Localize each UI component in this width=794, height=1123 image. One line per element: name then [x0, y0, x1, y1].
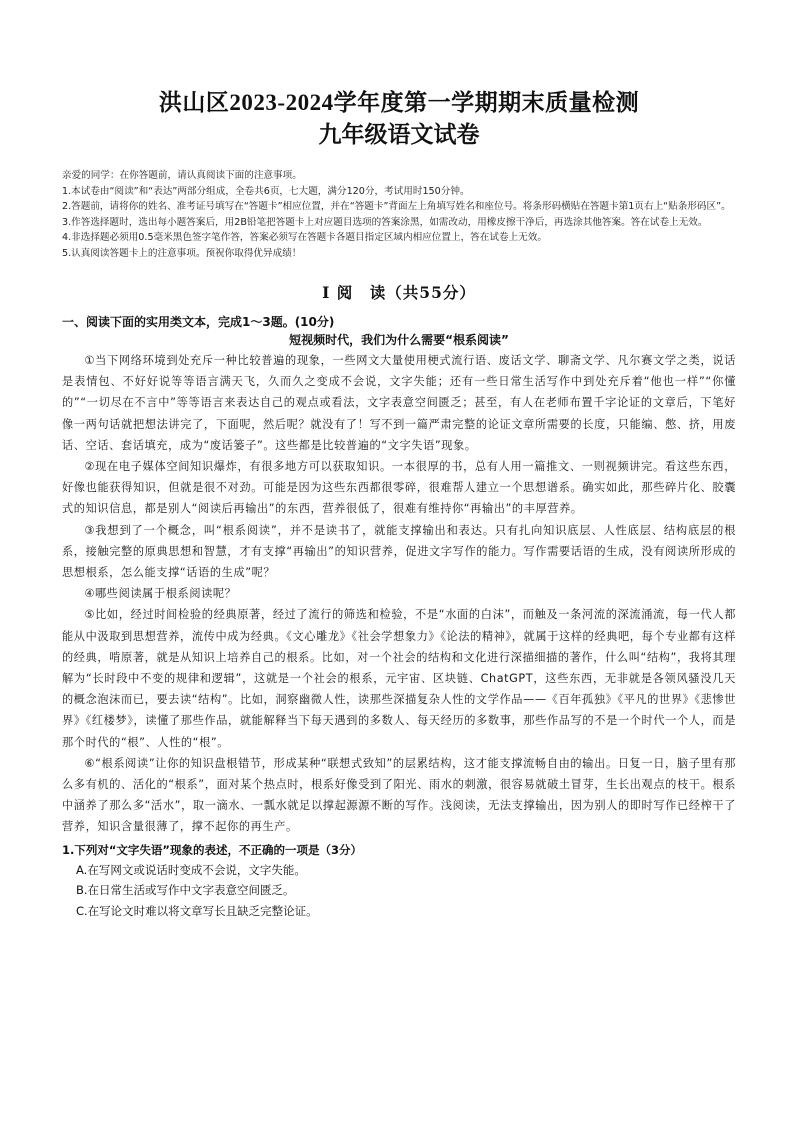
article-title: 短视频时代，我们为什么需要“根系阅读”: [289, 333, 509, 347]
article-paragraph: ④哪些阅读属于根系阅读呢？: [84, 587, 237, 601]
question-option: B.在日常生活或写作中文字表意空间匮乏。: [76, 883, 295, 898]
question-option: A.在写网文或说话时变成不会说，文字失能。: [76, 862, 306, 877]
exam-title: 洪山区2023-2024学年度第一学期期末质量检测: [158, 90, 640, 115]
exam-subtitle: 九年级语文试卷: [318, 122, 480, 147]
notice-line: 5.认真阅读答题卡上的注意事项。预祝你取得优异成绩！: [62, 247, 302, 259]
article-paragraph: ⑤比如，经过时间检验的经典原著，经过了流行的筛选和检验，不是“水面的白沫”，而触及一条河流的深流涌流，每一代人都能从中汲取到思想营养，流传中成为经典。《文心雕龙》《社会学想象力》《论法的精神》，就属于这样的经典吧，每个专业都有这样的经典，啃原著，就是从知识上培养自己的根系。比如，对一个社会的结构和文化进行深描细描的著作，什么叫“结构”，我将其理解为“长时段中不变的规律和逻辑”，这就是一个社会的根系，元宇宙、区块链、ChatGPT，这些东西，无非就是各领风骚没几天的概念泡沫而已，要去读“结构”。比如，洞察幽微人性，读那些深描复杂人性的文学作品——《百年孤独》《平凡的世界》《悲惨世界》《红楼梦》，读懂了那些作品，就能解释当下每天遇到的多数人、每天经历的多数事，那些作品写的不是一个时代一个人，而是那个时代的“根”、人性的“根”。: [62, 608, 736, 749]
article-paragraph: ③我想到了一个概念，叫“根系阅读”，并不是读书了，就能支撑输出和表达。只有扎向知识底层、人性底层、结构底层的根系，接触完整的原典思想和智慧，才有支撑“再输出”的知识营养，促进文字写作的能力。写作需要话语的生成，没有阅读所形成的思想根系，怎么能支撑“话语的生成”呢？: [62, 523, 736, 580]
article-paragraph: ⑥“根系阅读”让你的知识盘根错节，形成某种“联想式致知”的层累结构，这才能支撑流畅自由的输出。日复一日，脑子里有那么多有机的、活化的“根系”，面对某个热点时，根系好像受到了阳光、雨水的刺激，很容易就破土冒芽，生长出观点的枝干。根系中涵养了那么多“活水”，取一滴水、一瓢水就足以撑起源源不断的写作。浅阅读，无法支撑输出，因为别人的即时写作已经榨干了营养，知识含量很薄了，撑不起你的再生产。: [62, 756, 736, 834]
article-paragraph: ①当下网络环境到处充斥一种比较普遍的现象，一些网文大量使用梗式流行语、废话文学、聊斋文学、凡尔赛文学之类，说话是表情包、不好好说等等语言满天飞，久而久之变成不会说，文字失能；还有一些日常生活写作中到处充斥着“他也一样”“你懂的”“一切尽在不言中”等等语言来表达自己的观点或看法，文字表意空间匮乏；甚至，有人在老师布置千字论证的文章后，下笔好像一两句话就把想法讲完了，下面呢，然后呢？就没有了！写不到一篇严肃完整的论证文章所需要的长度，只能编、憋、挤，用废话、空话、套话填充，成为“废话篓子”。这些都是比较普遍的“文字失语”现象。: [62, 354, 736, 452]
article-body: [62, 350, 736, 838]
notice-line: 4.非选择题必须用0.5毫米黑色签字笔作答，答案必须写在答题卡各题目指定区域内相应位置上，答在试卷上无效。: [62, 232, 547, 243]
section-title: Ⅰ 阅 读（共55分）: [322, 283, 476, 302]
notice-line: 2.答题前，请将你的姓名、准考证号填写在“答题卡”相应位置，并在“答题卡”背面左上角填写姓名和座位号。将条形码横贴在答题卡第1页右上“贴条形码区”。: [62, 201, 731, 212]
article-paragraph: ②现在电子媒体空间知识爆炸，有很多地方可以获取知识。一本很厚的书，总有人用一篇推文、一则视频讲完。看这些东西，好像也能获得知识，但就是很不对劲。可能是因为这些东西都很零碎，很难帮人建立一个思想谱系。确实如此，那些碎片化、胶囊式的知识信息，都是别人“阅读后再输出”的东西，营养很低了，很难有维持你“再输出”的丰厚营养。: [62, 460, 736, 516]
notice-line: 3.作答选择题时，选出每小题答案后，用2B铅笔把答题卡上对应题目选项的答案涂黑，如需改动，用橡皮擦干净后，再选涂其他答案。答在试卷上无效。: [62, 216, 708, 228]
notice-line: 亲爱的同学：在你答题前，请认真阅读下面的注意事项。: [62, 170, 302, 181]
part-title: 一、阅读下面的实用类文本，完成1～3题。(10分): [62, 315, 335, 329]
question-option: C.在写论文时难以将文章写长且缺乏完整论证。: [76, 903, 318, 918]
question-stem: 1.下列对“文字失语”现象的表述，不正确的一项是（3分）: [62, 842, 362, 857]
notice-line: 1.本试卷由“阅读”和“表达”两部分组成，全卷共6页，七大题，满分120分，考试用时150分钟。: [62, 185, 470, 197]
notice-block: [62, 168, 736, 261]
